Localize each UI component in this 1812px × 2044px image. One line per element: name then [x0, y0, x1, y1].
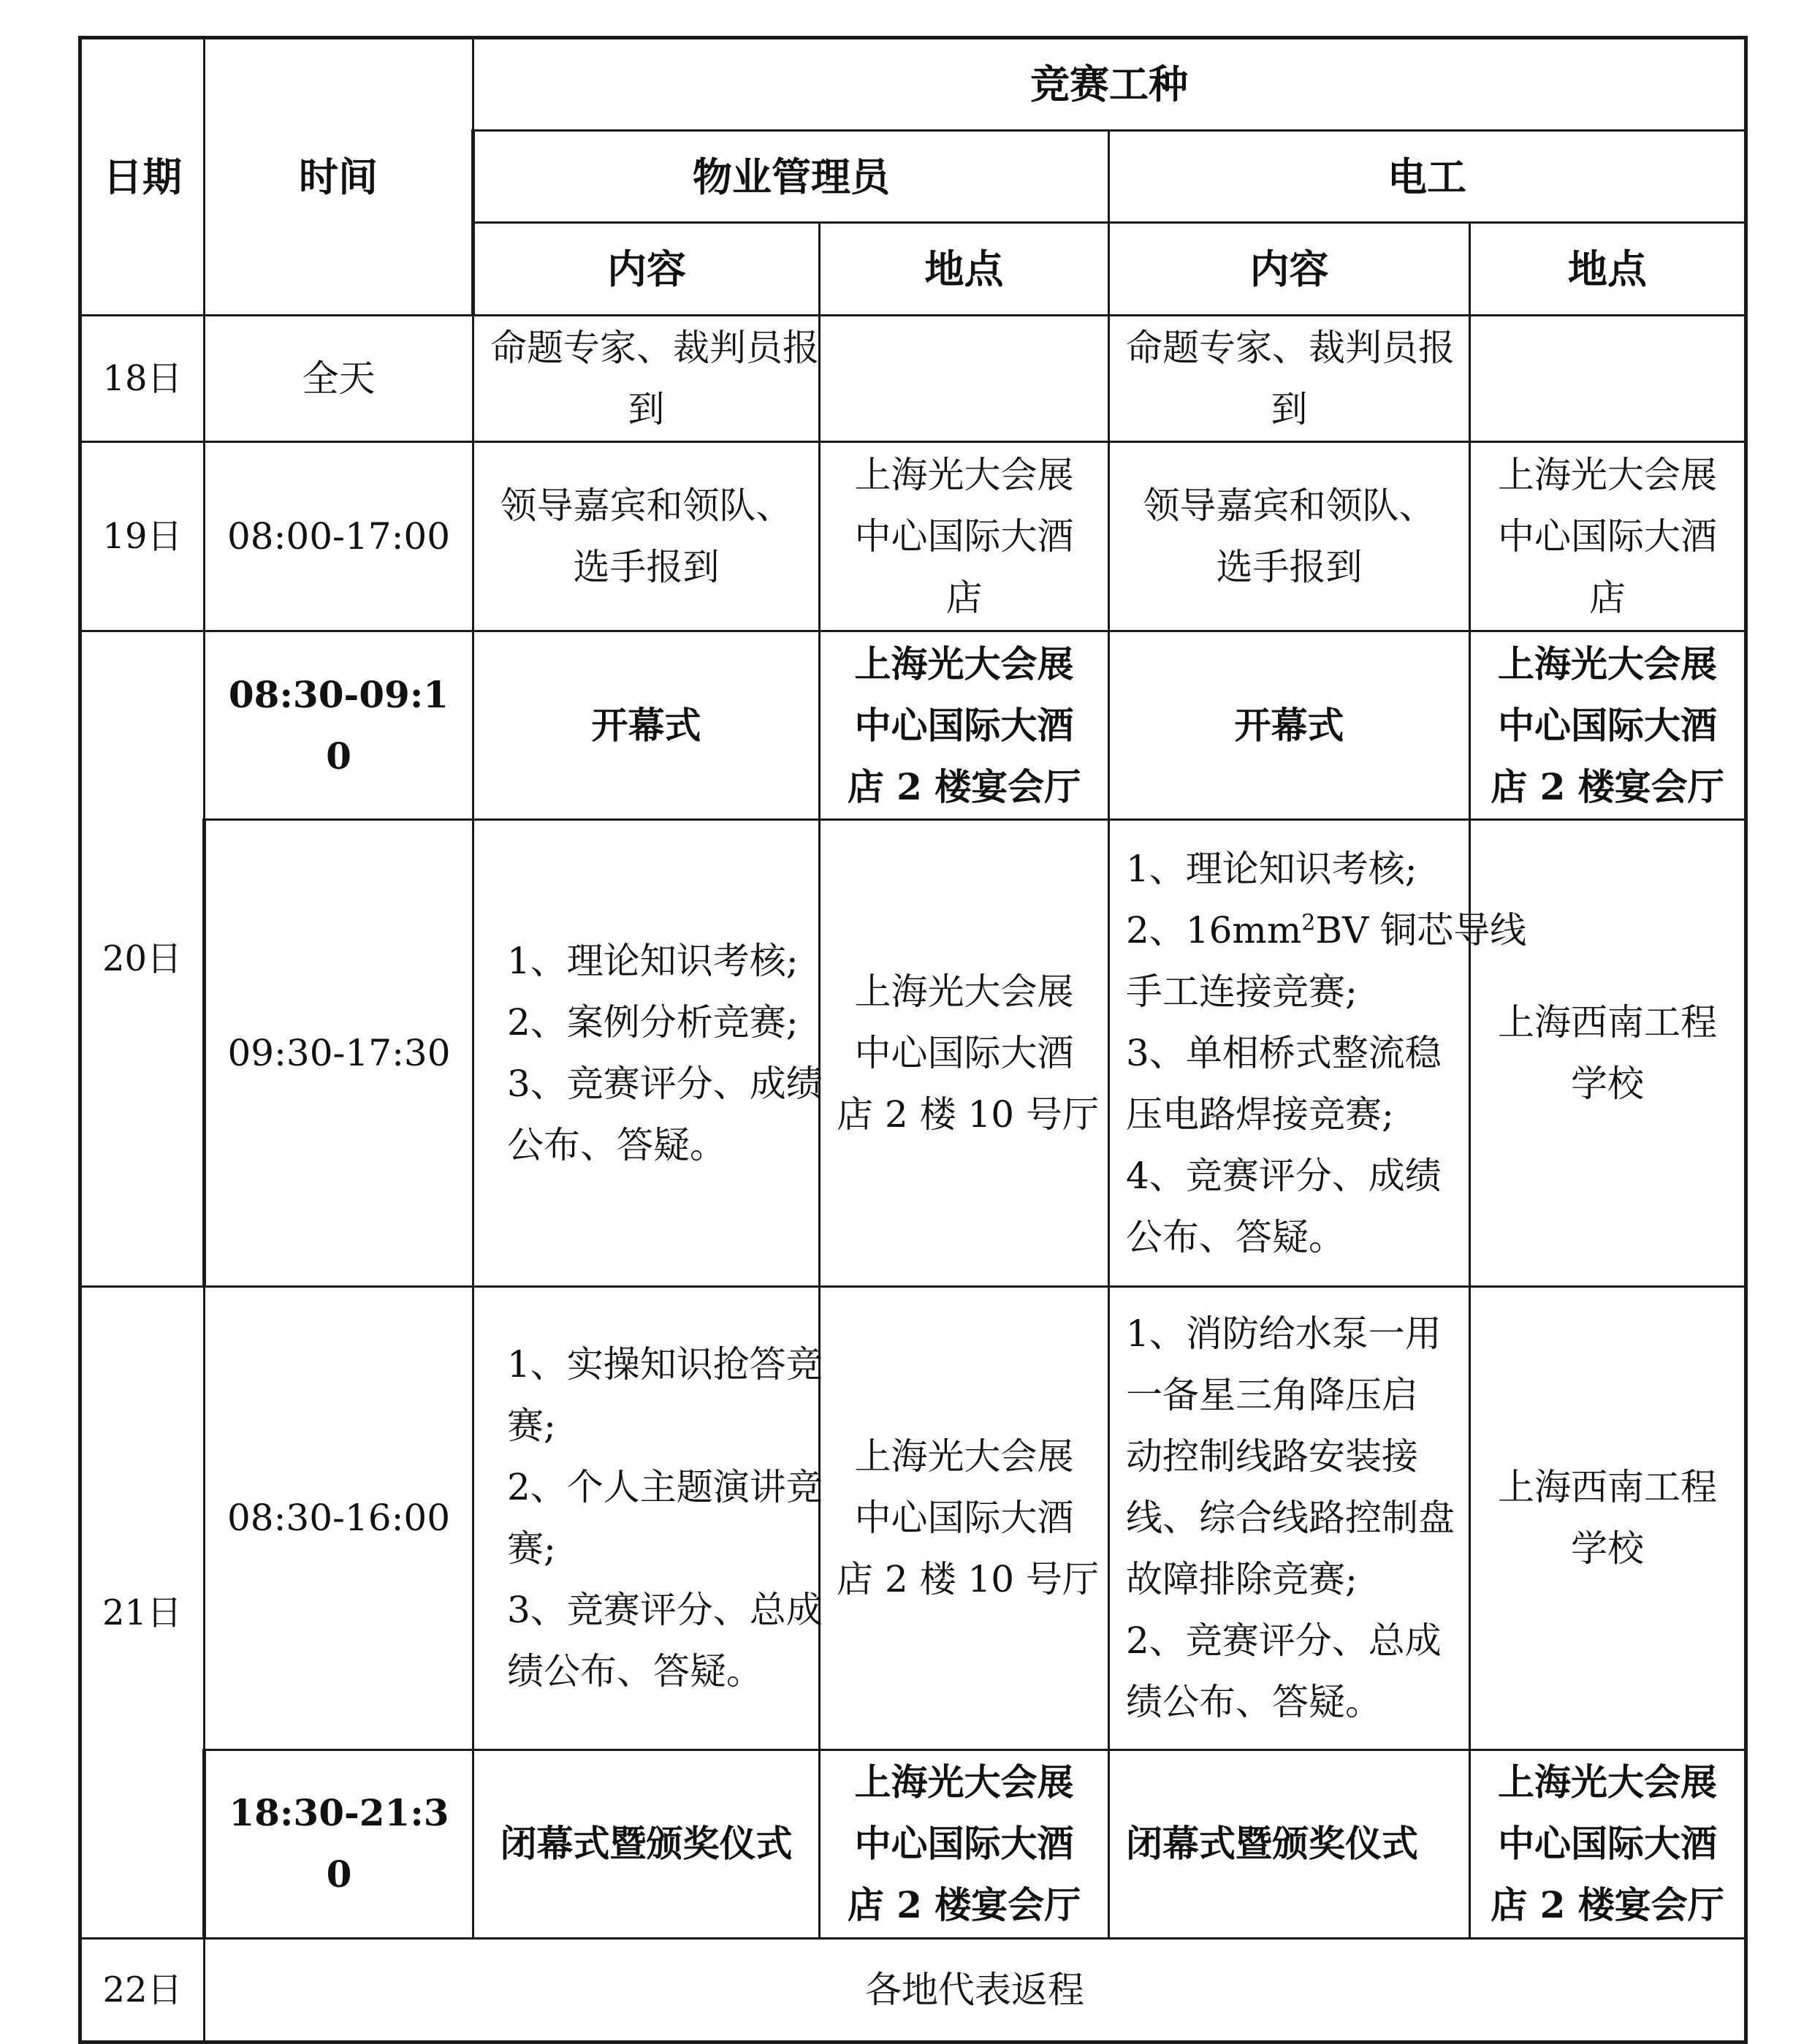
text-line: 0 — [326, 734, 351, 778]
text-line: 上海光大会展 — [854, 1760, 1074, 1804]
text-line: 到 — [628, 388, 665, 431]
el-content-cell — [1109, 820, 1527, 1287]
text-line: 选手报到 — [1216, 546, 1363, 589]
el-content-cell: 闭幕式暨颁奖仪式 — [1109, 1749, 1470, 1938]
text-line: 赛; — [507, 1527, 556, 1570]
text-line: 上海光大会展 — [854, 1435, 1074, 1478]
el-content-cell — [1109, 1287, 1470, 1750]
header-row — [80, 38, 1746, 131]
pm-content-header: 内容 — [473, 223, 820, 316]
text-line: 中心国际大酒 — [1498, 703, 1717, 747]
text-line: 压电路焊接竞赛; — [1126, 1093, 1394, 1136]
text-line: 公布、答疑。 — [1126, 1216, 1345, 1259]
pm-content-cell — [473, 442, 820, 631]
time-cell: 全天 — [205, 316, 473, 442]
text-line: 中心国际大酒 — [854, 515, 1074, 558]
date-cell: 22日 — [80, 1939, 205, 2043]
time-cell — [205, 1749, 473, 1938]
text-line: 上海光大会展 — [854, 970, 1074, 1014]
pm-location-cell — [820, 631, 1109, 819]
text-line: 领导嘉宾和领队、 — [500, 485, 793, 528]
el-location-cell — [1470, 442, 1746, 631]
text-line: 店 2 楼宴会厅 — [1491, 764, 1724, 808]
date-cell: 20日 — [80, 631, 205, 1286]
text-line: 3、竞赛评分、成绩 — [507, 1063, 823, 1106]
text-line: 上海西南工程 — [1498, 1466, 1717, 1509]
trade-property-manager: 物业管理员 — [473, 130, 1109, 223]
text-line: 绩公布、答疑。 — [1126, 1681, 1382, 1724]
text-line: 2、案例分析竞赛; — [507, 1001, 799, 1044]
text-fragment: 2、16mm — [1126, 909, 1302, 952]
text-line: 店 — [1589, 577, 1626, 620]
text-line: 0 — [326, 1853, 352, 1896]
text-line: 公布、答疑。 — [507, 1124, 726, 1167]
date-header: 日期 — [80, 38, 205, 316]
text-line: 店 2 楼宴会厅 — [847, 764, 1081, 808]
el-content-cell — [1109, 442, 1470, 631]
text-line: 3、单相桥式整流稳 — [1126, 1032, 1442, 1075]
el-content-header: 内容 — [1109, 223, 1470, 316]
el-location-cell — [1470, 1749, 1746, 1938]
pm-content-cell: 开幕式 — [473, 631, 820, 819]
text-line: 中心国际大酒 — [854, 1497, 1074, 1540]
text-line: 1、消防给水泵一用 — [1126, 1312, 1442, 1356]
table-row — [80, 1749, 1746, 1938]
superscript: 2 — [1301, 910, 1316, 936]
text-line: 故障排除竞赛; — [1126, 1558, 1358, 1601]
trade-electrician: 电工 — [1109, 130, 1746, 223]
text-line: 中心国际大酒 — [1498, 515, 1717, 558]
text-line: 中心国际大酒 — [854, 1822, 1074, 1866]
date-cell: 19日 — [80, 442, 205, 631]
text-line: 08:30-09:1 — [228, 672, 449, 716]
competition-header: 竞赛工种 — [473, 38, 1746, 131]
el-location-cell — [1470, 316, 1746, 442]
text-line: 赛; — [507, 1405, 556, 1448]
text-line: 1、实操知识抢答竞 — [507, 1343, 823, 1386]
el-location-cell — [1470, 1287, 1746, 1750]
text-line: 线、综合线路控制盘 — [1126, 1497, 1455, 1540]
text-line: 动控制线路安装接 — [1126, 1435, 1418, 1478]
time-cell: 09:30-17:30 — [205, 820, 473, 1287]
table-row — [80, 316, 1746, 442]
time-cell: 08:30-16:00 — [205, 1287, 473, 1750]
text-line: 店 2 楼 10 号厅 — [837, 1093, 1100, 1136]
text-line: 1、理论知识考核; — [1126, 848, 1417, 891]
text-line: 店 — [945, 577, 983, 620]
text-line: 18:30-21:3 — [229, 1791, 449, 1835]
departure-note-cell: 各地代表返程 — [205, 1939, 1746, 2043]
text-line: 中心国际大酒 — [854, 703, 1074, 747]
pm-content-cell — [473, 316, 820, 442]
text-line: 上海光大会展 — [1498, 454, 1717, 497]
pm-content-cell — [473, 1287, 823, 1750]
text-line — [1126, 900, 1527, 961]
time-cell: 08:00-17:00 — [205, 442, 473, 631]
text-line: 到 — [1271, 388, 1308, 431]
text-line: 上海光大会展 — [1498, 1760, 1717, 1804]
time-cell — [205, 631, 473, 819]
text-line: 3、竞赛评分、总成 — [507, 1589, 823, 1632]
el-location-cell — [1470, 820, 1746, 1287]
table-row — [80, 442, 1746, 631]
text-line: 中心国际大酒 — [854, 1032, 1074, 1075]
table-row — [80, 631, 1746, 819]
text-line: 上海西南工程 — [1498, 1001, 1717, 1044]
table-row — [80, 1939, 1746, 2043]
text-line: 绩公布、答疑。 — [507, 1650, 763, 1693]
text-line: 店 2 楼宴会厅 — [1491, 1883, 1724, 1927]
text-line: 4、竞赛评分、成绩 — [1126, 1155, 1442, 1198]
text-line: 店 2 楼宴会厅 — [847, 1883, 1081, 1927]
text-line: 选手报到 — [573, 546, 720, 589]
date-cell: 21日 — [80, 1287, 205, 1939]
table-row — [80, 820, 1746, 1287]
text-line: 领导嘉宾和领队、 — [1143, 485, 1436, 528]
text-line: 店 2 楼 10 号厅 — [837, 1558, 1100, 1601]
text-line: 中心国际大酒 — [1498, 1822, 1717, 1866]
el-content-cell: 开幕式 — [1109, 631, 1470, 819]
pm-location-cell — [820, 1749, 1109, 1938]
text-line: 上海光大会展 — [854, 642, 1074, 685]
text-line: 上海光大会展 — [1498, 642, 1717, 685]
pm-content-cell: 闭幕式暨颁奖仪式 — [473, 1749, 820, 1938]
el-location-header: 地点 — [1470, 223, 1746, 316]
text-line: 学校 — [1571, 1527, 1644, 1570]
text-line: 2、个人主题演讲竞 — [507, 1466, 823, 1509]
pm-location-header: 地点 — [820, 223, 1109, 316]
pm-location-cell — [820, 820, 1109, 1287]
text-line: 一备星三角降压启 — [1126, 1374, 1418, 1417]
table-row — [80, 1287, 1746, 1750]
competition-schedule-table — [78, 36, 1748, 2044]
text-line: 手工连接竞赛; — [1126, 970, 1358, 1014]
text-line: 上海光大会展 — [854, 454, 1074, 497]
pm-location-cell — [820, 442, 1109, 631]
pm-location-cell — [820, 1287, 1109, 1750]
el-location-cell — [1470, 631, 1746, 819]
text-line: 命题专家、裁判员报 — [490, 327, 819, 370]
pm-content-cell — [473, 820, 823, 1287]
text-line: 命题专家、裁判员报 — [1126, 327, 1455, 370]
pm-location-cell — [820, 316, 1109, 442]
time-header: 时间 — [205, 38, 473, 316]
text-line: 学校 — [1571, 1063, 1644, 1106]
text-line: 1、理论知识考核; — [507, 940, 799, 983]
date-cell: 18日 — [80, 316, 205, 442]
text-fragment: BV 铜芯导线 — [1315, 909, 1527, 952]
el-content-cell — [1109, 316, 1470, 442]
text-line: 2、竞赛评分、总成 — [1126, 1619, 1442, 1663]
